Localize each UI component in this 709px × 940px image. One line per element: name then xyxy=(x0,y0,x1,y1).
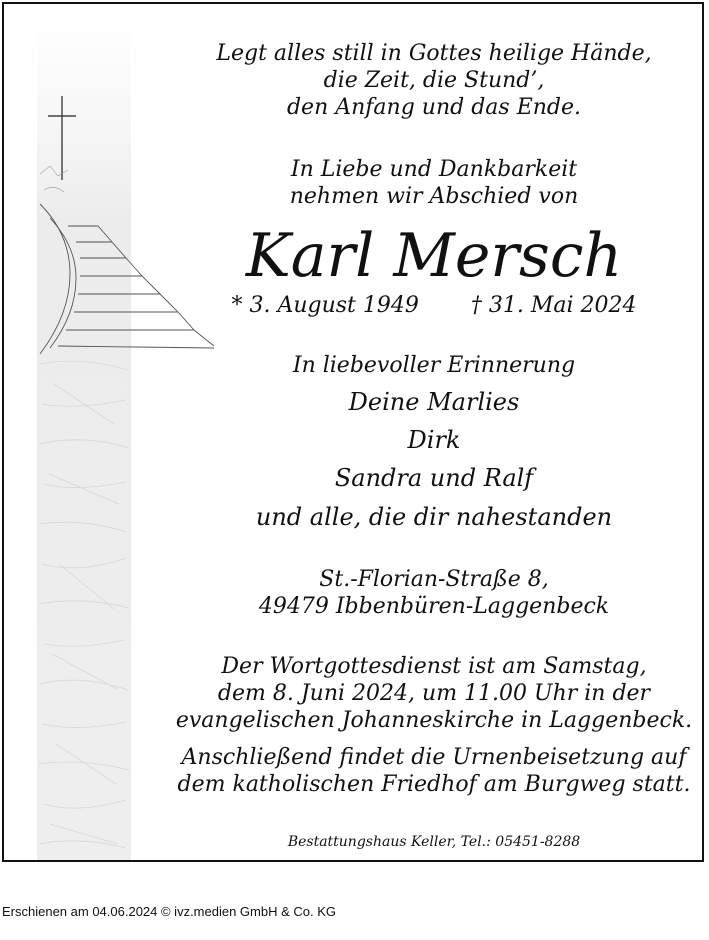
obituary-card xyxy=(2,2,704,862)
address-line-1: St.-Florian-Straße 8, xyxy=(319,567,549,592)
life-dates xyxy=(154,292,709,319)
intro-line-2: nehmen wir Abschied von xyxy=(289,184,579,209)
intro-line-1: In Liebe und Dankbarkeit xyxy=(290,157,578,182)
verse-line-2: die Zeit, die Stund’, xyxy=(323,68,545,93)
mourner-3: Sandra und Ralf xyxy=(334,464,534,492)
mourner-1: Deine Marlies xyxy=(348,388,520,416)
remembrance-heading: In liebevoller Erinnerung xyxy=(292,353,576,378)
birth-date: * 3. August 1949 xyxy=(231,293,419,318)
service-line-1: Der Wortgottesdienst ist am Samstag, xyxy=(221,654,647,679)
funeral-home: Bestattungshaus Keller, Tel.: 05451-8288 xyxy=(287,834,581,850)
mourner-4: und alle, die dir nahestanden xyxy=(255,503,613,531)
mourner-2: Dirk xyxy=(407,426,461,454)
publication-credit: Erschienen am 04.06.2024 © ivz.medien GmbH & Co. KG xyxy=(2,904,337,919)
service-line-3: evangelischen Johanneskirche in Laggenbeck. xyxy=(175,708,693,733)
death-date: † 31. Mai 2024 xyxy=(470,293,637,318)
address-line-2: 49479 Ibbenbüren-Laggenbeck xyxy=(258,594,610,619)
service-line-2: dem 8. Juni 2024, um 11.00 Uhr in der xyxy=(217,681,651,706)
verse-line-3: den Anfang und das Ende. xyxy=(286,95,582,120)
deceased-name: Karl Mersch xyxy=(245,221,623,291)
verse-line-1: Legt alles still in Gottes heilige Hände, xyxy=(216,41,652,66)
service-line-4: Anschließend findet die Urnenbeisetzung auf xyxy=(181,745,687,770)
service-line-5: dem katholischen Friedhof am Burgweg statt. xyxy=(177,772,691,797)
